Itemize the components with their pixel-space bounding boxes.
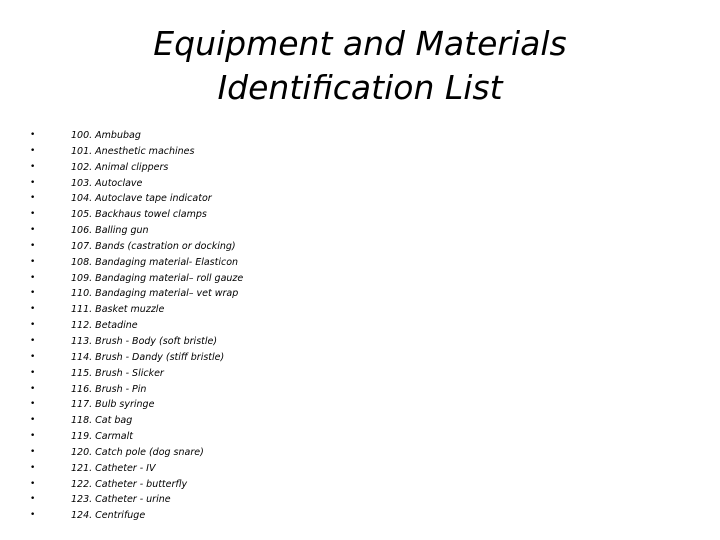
list-item-text: 108. Bandaging material- Elasticon [71,256,239,268]
list-item-text: 112. Betadine [71,320,138,332]
list-item-text: 111. Basket muzzle [71,304,165,316]
list-item-text: 101. Anesthetic machines [71,145,195,157]
list-item-text: 114. Brush - Dandy (stiff bristle) [71,351,225,363]
bullet-icon: • [30,177,36,188]
bullet-icon: • [30,225,36,236]
bullet-icon: • [30,288,36,299]
list-item-text: 120. Catch pole (dog snare) [71,446,204,458]
bullet-icon: • [30,320,36,331]
list-item-text: 121. Catheter - IV [71,462,156,474]
title-line-2: Identification List [217,68,503,107]
list-item-text: 104. Autoclave tape indicator [71,193,212,205]
bullet-icon: • [30,383,36,394]
bullet-icon: • [30,446,36,457]
list-item-text: 116. Brush - Pin [71,383,147,395]
title-line-1: Equipment and Materials [153,24,567,63]
list-item-text: 107. Bands (castration or docking) [71,240,236,252]
bullet-icon: • [30,462,36,473]
bullet-icon: • [30,478,36,489]
list-item-text: 110. Bandaging material– vet wrap [71,288,239,300]
list-item-text: 124. Centrifuge [71,510,146,522]
list-item-text: 115. Brush - Slicker [71,367,164,379]
bullet-icon: • [30,494,36,505]
bullet-icon: • [30,399,36,410]
bullet-icon: • [30,335,36,346]
page-title [0,22,720,110]
list-item-text: 106. Balling gun [71,225,149,237]
bullet-icon: • [30,193,36,204]
bullet-icon: • [30,431,36,442]
bullet-icon: • [30,256,36,267]
list-item-text: 117. Bulb syringe [71,399,155,411]
bullet-icon: • [30,510,36,521]
list-item-text: 109. Bandaging material– roll gauze [71,272,244,284]
bullet-icon: • [30,145,36,156]
list-item-text: 103. Autoclave [71,177,143,189]
list-item-text: 123. Catheter - urine [71,494,171,506]
bullet-icon: • [30,209,36,220]
bullet-icon: • [30,367,36,378]
list-item-text: 119. Carmalt [71,431,133,443]
list-item-text: 122. Catheter - butterfly [71,478,188,490]
bullet-icon: • [30,240,36,251]
bullet-icon: • [30,161,36,172]
list-item-text: 105. Backhaus towel clamps [71,209,207,221]
list-item-text: 113. Brush - Body (soft bristle) [71,335,218,347]
bullet-icon: • [30,130,36,140]
list-item-text: 100. Ambubag [71,130,141,141]
bullet-icon: • [30,415,36,426]
bullet-icon: • [30,272,36,283]
list-item-text: 102. Animal clippers [71,161,169,173]
list-item-text: 118. Cat bag [71,415,133,427]
bullet-icon: • [30,351,36,362]
bullet-icon: • [30,304,36,315]
